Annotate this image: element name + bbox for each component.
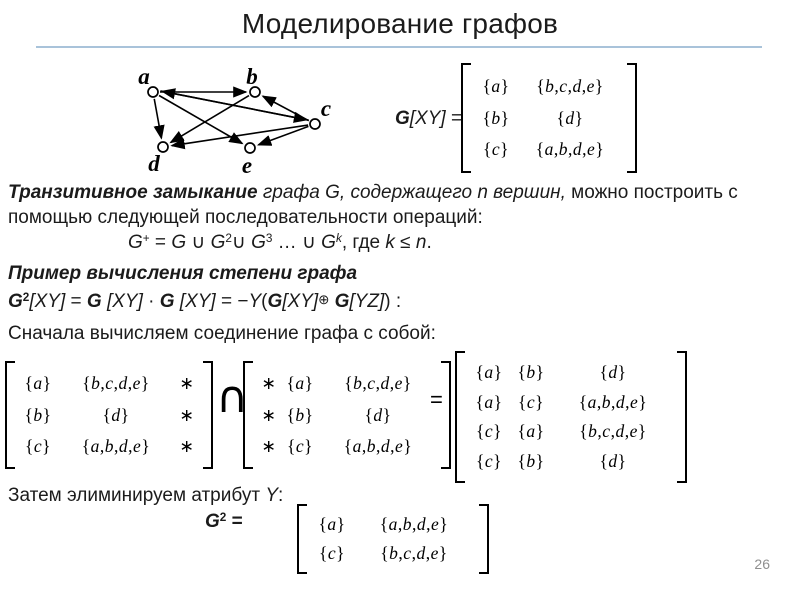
matrix-cell: ∗	[179, 404, 195, 425]
matrix-cell: { b , c , d , e }	[579, 421, 647, 442]
matrix-cell: { a , b , d , e }	[535, 139, 605, 160]
transitive-closure-paragraph	[8, 180, 796, 257]
graph-edge-a-d	[154, 99, 161, 138]
graph-vertex-label-a: a	[138, 64, 150, 89]
matrix-bracket-left	[297, 504, 307, 574]
matrix-cell: { a }	[475, 361, 503, 382]
matrix-grid	[471, 63, 627, 173]
matrix-cell: { c }	[475, 451, 503, 472]
matrix-cell: { a , b , d , e }	[379, 514, 449, 534]
matrix-cell: ∗	[261, 373, 277, 394]
matrix-cell: { a }	[318, 514, 346, 534]
graph-vertex-c	[310, 119, 320, 129]
matrix-cell: { a }	[475, 391, 503, 412]
matrix-cell: { b , c , d , e }	[82, 373, 150, 394]
matrix-bracket-left	[243, 361, 253, 469]
graph-edge-c-b	[263, 96, 309, 120]
matrix-grid	[253, 361, 441, 469]
matrix-cell: { c }	[475, 421, 503, 442]
matrix-grid	[15, 361, 203, 469]
graph-diagram	[128, 58, 350, 180]
matrix-cell: { c }	[318, 543, 346, 563]
matrix-cell: ∗	[179, 373, 195, 394]
g-matrix	[461, 63, 637, 173]
title-underline	[36, 46, 762, 48]
matrix-cell: { c }	[482, 139, 510, 160]
intersection-operator: ∩	[216, 372, 249, 423]
matrix-bracket-right	[203, 361, 213, 469]
matrix-bracket-right	[677, 351, 687, 483]
matrix-cell: { a , b , d , e }	[81, 435, 151, 456]
matrix-cell: { c }	[24, 435, 52, 456]
graph-vertex-e	[245, 143, 255, 153]
matrix-cell: { a , b , d , e }	[578, 391, 648, 412]
matrix-cell: { a }	[286, 373, 314, 394]
g-matrix-label: G[XY] =	[395, 108, 463, 129]
matrix-grid	[307, 504, 479, 574]
paragraph-line-1: Транзитивное замыкание графа G, содержащего n вершин, можно построить с	[8, 182, 738, 203]
matrix-cell: { c }	[517, 391, 545, 412]
graph-edge-c-a	[162, 91, 308, 120]
matrix-cell: { b }	[286, 404, 314, 425]
result-label: $G^2$ =	[205, 511, 243, 532]
matrix-join-result	[455, 351, 687, 483]
result-matrix	[297, 504, 489, 574]
matrix-cell: { b , c , d , e }	[380, 543, 448, 563]
step2-text: Затем элиминируем атрибут Y:	[8, 485, 284, 506]
matrix-cell: { d }	[102, 404, 130, 425]
matrix-bracket-right	[627, 63, 637, 173]
example-heading: Пример вычисления степени графа	[8, 263, 358, 284]
matrix-bracket-right	[441, 361, 451, 469]
matrix-grid	[465, 351, 677, 483]
matrix-bracket-right	[479, 504, 489, 574]
matrix-left-operand	[5, 361, 213, 469]
matrix-cell: { d }	[364, 404, 392, 425]
matrix-bracket-left	[5, 361, 15, 469]
slide-title: Моделирование графов	[241, 8, 559, 39]
graph-vertex-label-d: d	[148, 151, 160, 176]
matrix-cell: ∗	[261, 404, 277, 425]
matrix-cell: { d }	[599, 361, 627, 382]
matrix-bracket-left	[461, 63, 471, 173]
matrix-cell: { b , c , d , e }	[344, 373, 412, 394]
matrix-cell: { a }	[517, 421, 545, 442]
matrix-cell: { b }	[517, 451, 545, 472]
graph-vertex-label-c: c	[320, 96, 332, 121]
matrix-right-operand	[243, 361, 451, 469]
matrix-cell: { b , c , d , e }	[536, 75, 604, 96]
step1-text: Сначала вычисляем соединение графа с собой:	[8, 323, 436, 344]
matrix-cell: { b }	[517, 361, 545, 382]
matrix-cell: { d }	[599, 451, 627, 472]
matrix-cell: { b }	[482, 107, 510, 128]
matrix-cell: { d }	[556, 107, 584, 128]
closure-formula: G+ = G ∪ $G^2\cup$ $G^3$ … ∪ $G^k$, где k ≤ n.	[128, 232, 432, 253]
matrix-bracket-left	[455, 351, 465, 483]
matrix-cell: { b }	[24, 404, 52, 425]
matrix-cell: { a }	[24, 373, 52, 394]
matrix-cell: { c }	[286, 435, 314, 456]
equals-sign: =	[430, 387, 443, 412]
page-number: 26	[754, 556, 770, 572]
paragraph-line-2: помощью следующей последовательности операций:	[8, 207, 483, 228]
graph-vertex-label-b: b	[246, 64, 258, 89]
matrix-cell: ∗	[179, 435, 195, 456]
graph-vertex-label-e: e	[241, 153, 253, 178]
matrix-cell: { a , b , d , e }	[343, 435, 413, 456]
matrix-cell: { a }	[482, 75, 510, 96]
square-formula: $G^2[XY] = G$ [XY] · G [XY] = −Y(G[XY]⊕ G[YZ]) :	[8, 291, 402, 312]
matrix-cell: ∗	[261, 435, 277, 456]
